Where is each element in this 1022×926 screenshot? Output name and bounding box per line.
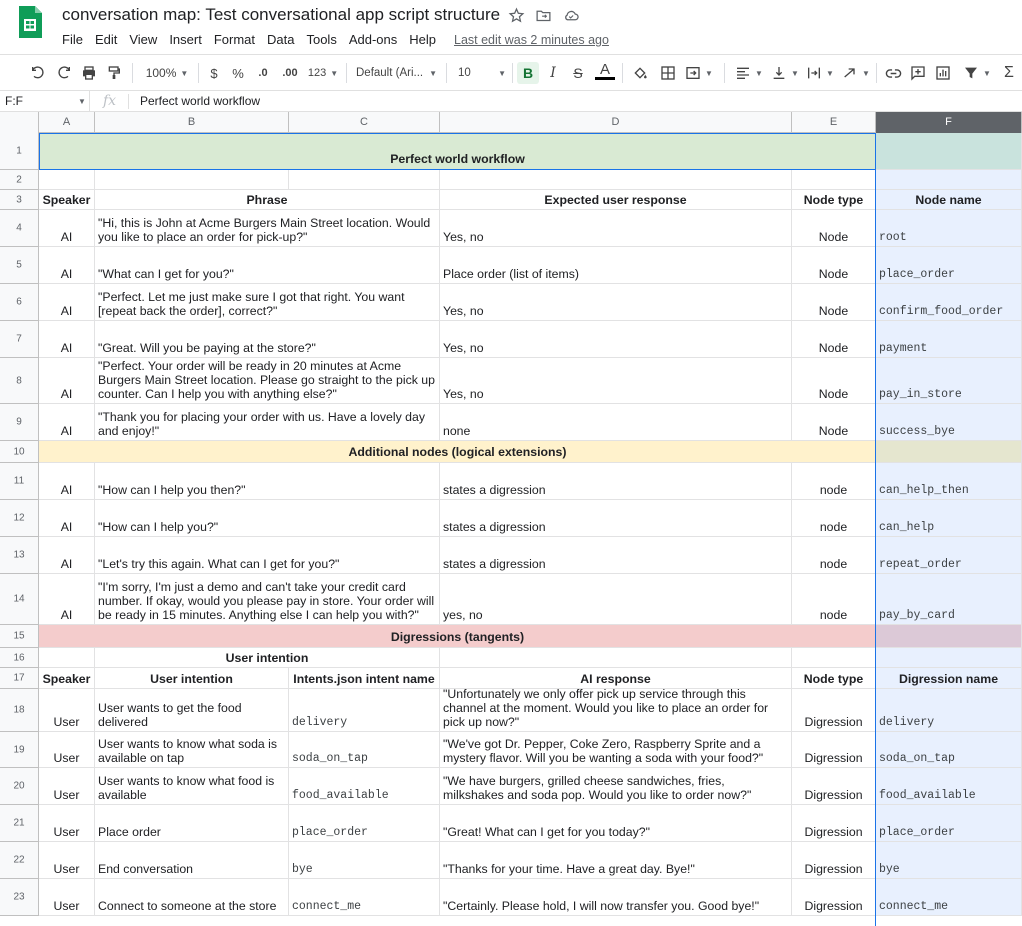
cell-d[interactable]: Yes, no [440, 284, 792, 321]
text-wrapping-icon[interactable] [805, 63, 835, 83]
cell-a[interactable]: AI [39, 537, 95, 574]
functions-icon[interactable]: Σ [1004, 64, 1014, 81]
row-header[interactable] [0, 668, 39, 689]
cell-d[interactable]: "We've got Dr. Pepper, Coke Zero, Raspberry Sprite and a mystery flavor. Will you be wanting a soda with your food?" [440, 732, 792, 768]
cell-e[interactable]: Node [792, 404, 876, 441]
cell-c[interactable]: delivery [289, 689, 440, 732]
toolbar [0, 54, 1022, 90]
row-header[interactable] [0, 404, 39, 441]
row-header[interactable] [0, 879, 39, 916]
table-row [0, 463, 1022, 500]
cell-a[interactable]: Speaker [39, 190, 95, 210]
bold-button[interactable]: B [517, 62, 539, 84]
menu-help[interactable]: Help [409, 32, 436, 47]
cell-e[interactable]: Node type [792, 190, 876, 210]
cell-f[interactable]: place_order [876, 805, 1022, 842]
cell-f[interactable]: pay_by_card [876, 574, 1022, 625]
row-header[interactable] [0, 284, 39, 321]
cell-f[interactable]: repeat_order [876, 537, 1022, 574]
cell-a[interactable]: User [39, 689, 95, 732]
cell-e[interactable]: node [792, 574, 876, 625]
cell-f[interactable]: can_help_then [876, 463, 1022, 500]
fill-color-icon[interactable] [630, 63, 650, 83]
italic-button[interactable]: I [550, 65, 556, 81]
column-header-a[interactable]: A [39, 112, 95, 133]
cell-e[interactable]: Digression [792, 842, 876, 879]
cell-phrase-header[interactable]: Phrase [95, 190, 440, 210]
cell-f[interactable]: connect_me [876, 879, 1022, 916]
cell-d[interactable]: states a digression [440, 500, 792, 537]
cell-e[interactable]: Digression [792, 805, 876, 842]
cell-e[interactable]: Node [792, 321, 876, 358]
table-row [0, 210, 1022, 247]
more-formats-button[interactable] [305, 63, 341, 83]
cloud-status-icon[interactable] [562, 7, 580, 25]
move-to-folder-icon[interactable] [535, 7, 553, 25]
chevron-down-icon: ▼ [983, 68, 991, 78]
cell-d[interactable]: Yes, no [440, 358, 792, 404]
row-number: 19 [13, 744, 25, 755]
row-number: 20 [13, 780, 25, 792]
chevron-down-icon: ▼ [498, 68, 506, 78]
row-header[interactable] [0, 574, 39, 625]
chevron-down-icon: ▼ [862, 68, 870, 78]
row-number: 9 [16, 416, 22, 428]
row-number: 3 [16, 194, 22, 205]
formula-input[interactable]: Perfect world workflow [140, 94, 261, 108]
cell-phrase[interactable]: "How can I help you?" [95, 500, 440, 537]
cell-c[interactable]: connect_me [289, 879, 440, 916]
menu-view[interactable]: View [129, 32, 158, 47]
zoom-value: 100% [145, 66, 177, 80]
cell-a[interactable] [39, 648, 95, 668]
row-number: 1 [16, 145, 22, 157]
cell-a[interactable]: AI [39, 404, 95, 441]
cell-b[interactable]: User wants to know what soda is available on tap [95, 732, 289, 768]
cell-e[interactable]: Node [792, 210, 876, 247]
filter-icon[interactable] [960, 63, 994, 83]
font-size-value: 10 [458, 67, 471, 79]
table-row [0, 247, 1022, 284]
cell-a[interactable]: AI [39, 574, 95, 625]
zoom-select[interactable] [142, 63, 192, 83]
row-header[interactable] [0, 732, 39, 768]
menu-tools[interactable]: Tools [306, 32, 337, 47]
table-row [0, 404, 1022, 441]
star-icon[interactable] [508, 7, 526, 25]
cell-e[interactable]: Node [792, 358, 876, 404]
row-header[interactable] [0, 842, 39, 879]
cell-d[interactable]: states a digression [440, 537, 792, 574]
spreadsheet-grid[interactable] [0, 112, 1022, 926]
paint-format-icon[interactable] [104, 63, 124, 83]
chevron-down-icon: ▼ [180, 68, 189, 78]
row-number: 23 [13, 891, 25, 903]
more-formats-label: 123 [307, 67, 327, 79]
table-row [0, 842, 1022, 879]
cell-a[interactable]: AI [39, 247, 95, 284]
table-row [0, 879, 1022, 916]
cell-c[interactable]: food_available [289, 768, 440, 805]
text-color-button[interactable]: A [595, 61, 615, 80]
cell-a[interactable]: User [39, 805, 95, 842]
cell-f[interactable]: delivery [876, 689, 1022, 732]
cell-c[interactable]: bye [289, 842, 440, 879]
cell-f[interactable] [876, 133, 1022, 170]
cell-phrase[interactable]: "Perfect. Your order will be ready in 20 minutes at Acme Burgers Main Street location. Please go straight to the pick up counter. Can I help you with anything else?" [95, 358, 440, 404]
row-number: 10 [13, 446, 25, 457]
cell-a[interactable]: AI [39, 500, 95, 537]
cell-f[interactable]: soda_on_tap [876, 732, 1022, 768]
row-header[interactable] [0, 648, 39, 668]
cell-c[interactable]: Intents.json intent name [289, 668, 440, 689]
table-row [0, 321, 1022, 358]
table-row [0, 574, 1022, 625]
table-row [0, 358, 1022, 404]
cell-e[interactable]: node [792, 463, 876, 500]
table-row [0, 537, 1022, 574]
chevron-down-icon: ▼ [330, 68, 339, 78]
formula-bar [0, 90, 1022, 112]
cell-f[interactable]: Node name [876, 190, 1022, 210]
row-number: 17 [13, 672, 25, 684]
currency-format-button[interactable]: $ [210, 65, 218, 81]
row-number: 16 [13, 652, 25, 663]
table-row [0, 284, 1022, 321]
cell-f[interactable]: payment [876, 321, 1022, 358]
font-family-select[interactable] [356, 63, 440, 83]
table-row [0, 668, 1022, 689]
cell-f[interactable]: Digression name [876, 668, 1022, 689]
cell-b[interactable]: User wants to get the food delivered [95, 689, 289, 732]
row-number: 13 [13, 549, 25, 561]
cell-b[interactable] [95, 170, 289, 190]
cell-d[interactable]: AI response [440, 668, 792, 689]
cell-f[interactable] [876, 648, 1022, 668]
row-header[interactable] [0, 210, 39, 247]
table-row [0, 190, 1022, 210]
increase-decimal-button[interactable]: .00 [282, 67, 298, 79]
row-number: 8 [16, 375, 22, 386]
cell-phrase[interactable]: "Thank you for placing your order with us. Have a lovely day and enjoy!" [95, 404, 440, 441]
cell-c[interactable] [289, 170, 440, 190]
cell-a[interactable]: AI [39, 210, 95, 247]
cell-d[interactable]: "Unfortunately we only offer pick up service through this channel at the moment. Would you like to place an order for pick up now?" [440, 689, 792, 732]
cell-d[interactable]: "We have burgers, grilled cheese sandwiches, fries, milkshakes and soda pop. Would you like to order now?" [440, 768, 792, 805]
section-title-digressions[interactable]: Digressions (tangents) [39, 625, 876, 648]
cell-e[interactable] [792, 648, 876, 668]
cell-phrase[interactable]: "Let's try this again. What can I get for you?" [95, 537, 440, 574]
cell-phrase[interactable]: "What can I get for you?" [95, 247, 440, 284]
cell-a[interactable]: AI [39, 284, 95, 321]
strikethrough-button[interactable]: S [573, 65, 583, 81]
percent-format-button[interactable]: % [232, 65, 244, 81]
cell-a[interactable]: AI [39, 463, 95, 500]
cell-d[interactable]: Expected user response [440, 190, 792, 210]
cell-a[interactable]: User [39, 732, 95, 768]
last-edit-link[interactable]: Last edit was 2 minutes ago [454, 33, 609, 47]
cell-b[interactable]: Place order [95, 805, 289, 842]
merge-cells-icon[interactable] [684, 63, 714, 83]
chevron-down-icon[interactable]: ▼ [78, 97, 86, 106]
cell-d[interactable]: "Great! What can I get for you today?" [440, 805, 792, 842]
cell-e[interactable]: Digression [792, 768, 876, 805]
cell-e[interactable]: node [792, 537, 876, 574]
cell-f[interactable] [876, 441, 1022, 463]
vertical-align-icon[interactable] [770, 63, 800, 83]
cell-phrase[interactable]: "Hi, this is John at Acme Burgers Main Street location. Would you like to place an order for pick-up?" [95, 210, 440, 247]
table-row [0, 805, 1022, 842]
cell-f[interactable] [876, 625, 1022, 648]
section-title-additional-nodes[interactable]: Additional nodes (logical extensions) [39, 441, 876, 463]
column-header-d[interactable]: D [440, 112, 792, 133]
cell-a[interactable]: AI [39, 358, 95, 404]
cell-d[interactable]: Yes, no [440, 210, 792, 247]
column-header-b[interactable]: B [95, 112, 289, 133]
cell-c[interactable]: soda_on_tap [289, 732, 440, 768]
cell-d[interactable]: "Certainly. Please hold, I will now transfer you. Good bye!" [440, 879, 792, 916]
table-row [0, 768, 1022, 805]
cell-e[interactable]: Node [792, 247, 876, 284]
cell-a[interactable]: User [39, 879, 95, 916]
cell-d[interactable]: "Thanks for your time. Have a great day. Bye!" [440, 842, 792, 879]
row-number: 11 [13, 475, 25, 487]
row-header[interactable] [0, 441, 39, 463]
menu-bar [56, 31, 613, 49]
row-number: 5 [16, 259, 22, 271]
sheets-logo-icon[interactable] [17, 4, 43, 40]
row-header[interactable] [0, 463, 39, 500]
document-title[interactable]: conversation map: Test conversational app script structure [62, 5, 501, 24]
cell-f[interactable] [876, 170, 1022, 190]
cell-f[interactable]: bye [876, 842, 1022, 879]
cell-user-intention-group[interactable]: User intention [95, 648, 440, 668]
cell-e[interactable]: node [792, 500, 876, 537]
cell-b[interactable]: User intention [95, 668, 289, 689]
cell-d[interactable]: yes, no [440, 574, 792, 625]
row-number: 15 [13, 630, 25, 642]
undo-icon[interactable] [28, 63, 48, 83]
insert-chart-icon[interactable] [933, 63, 953, 83]
cell-e[interactable]: Digression [792, 732, 876, 768]
row-header[interactable] [0, 358, 39, 404]
table-row [0, 170, 1022, 190]
cell-d[interactable] [440, 170, 792, 190]
row-header[interactable] [0, 689, 39, 732]
cell-e[interactable]: Node [792, 284, 876, 321]
text-rotation-icon[interactable] [841, 63, 871, 83]
row-header[interactable] [0, 247, 39, 284]
name-box[interactable]: F:F [0, 91, 90, 112]
row-header[interactable] [0, 190, 39, 210]
title-bar [0, 0, 1022, 54]
row-header[interactable] [0, 321, 39, 358]
table-row [0, 648, 1022, 668]
column-header-c[interactable]: C [289, 112, 440, 133]
cell-e[interactable]: Digression [792, 689, 876, 732]
cell-a[interactable]: User [39, 768, 95, 805]
insert-link-icon[interactable] [883, 63, 903, 83]
select-all-corner[interactable] [0, 112, 39, 133]
menu-edit[interactable]: Edit [94, 32, 118, 47]
column-headers [0, 112, 1022, 133]
cell-a[interactable]: Speaker [39, 668, 95, 689]
menu-insert[interactable]: Insert [169, 32, 202, 47]
row-number: 2 [16, 174, 22, 185]
row-number: 7 [16, 333, 22, 345]
print-icon[interactable] [79, 63, 99, 83]
table-row [0, 689, 1022, 732]
font-size-select[interactable] [458, 63, 506, 83]
fx-icon: fx [103, 93, 117, 109]
row-number: 21 [13, 817, 25, 829]
row-header[interactable] [0, 625, 39, 648]
cell-phrase[interactable]: "How can I help you then?" [95, 463, 440, 500]
cell-f[interactable]: success_bye [876, 404, 1022, 441]
cell-d[interactable]: Yes, no [440, 321, 792, 358]
cell-e[interactable]: Node type [792, 668, 876, 689]
row-number: 14 [13, 593, 25, 605]
cell-c[interactable]: place_order [289, 805, 440, 842]
chevron-down-icon: ▼ [826, 68, 834, 78]
cell-d[interactable]: states a digression [440, 463, 792, 500]
row-header[interactable] [0, 805, 39, 842]
section-title-perfect-world[interactable]: Perfect world workflow [39, 133, 876, 170]
row-header[interactable] [0, 500, 39, 537]
table-row [0, 732, 1022, 768]
row-number: 12 [13, 512, 25, 524]
redo-icon[interactable] [54, 63, 74, 83]
chevron-down-icon: ▼ [791, 68, 799, 78]
cell-f[interactable]: place_order [876, 247, 1022, 284]
table-row [0, 133, 1022, 170]
borders-icon[interactable] [658, 63, 678, 83]
cell-d[interactable]: none [440, 404, 792, 441]
row-header[interactable] [0, 133, 39, 170]
cell-a[interactable]: AI [39, 321, 95, 358]
cell-e[interactable]: Digression [792, 879, 876, 916]
cell-a[interactable]: User [39, 842, 95, 879]
cell-f[interactable]: pay_in_store [876, 358, 1022, 404]
chevron-down-icon: ▼ [705, 68, 713, 78]
menu-file[interactable]: File [62, 32, 83, 47]
row-header[interactable] [0, 768, 39, 805]
cell-b[interactable]: User wants to know what food is available [95, 768, 289, 805]
cell-phrase[interactable]: "I'm sorry, I'm just a demo and can't take your credit card number. If okay, would you please pay in store. Your order will be ready in 15 minutes. Anything else I can help you with?" [95, 574, 440, 625]
menu-data[interactable]: Data [267, 32, 295, 47]
cell-f[interactable]: can_help [876, 500, 1022, 537]
decrease-decimal-button[interactable]: .0 [258, 67, 268, 79]
cell-b[interactable]: Connect to someone at the store [95, 879, 289, 916]
cell-a[interactable] [39, 170, 95, 190]
cell-d[interactable]: Place order (list of items) [440, 247, 792, 284]
row-number: 4 [16, 222, 22, 234]
column-header-f[interactable]: F [876, 112, 1022, 133]
column-header-e[interactable]: E [792, 112, 876, 133]
cell-d[interactable] [440, 648, 792, 668]
horizontal-align-icon[interactable] [734, 63, 764, 83]
insert-comment-icon[interactable] [908, 63, 928, 83]
row-header[interactable] [0, 170, 39, 190]
menu-format[interactable]: Format [213, 32, 255, 47]
cell-f[interactable]: root [876, 210, 1022, 247]
table-row [0, 625, 1022, 648]
table-row [0, 500, 1022, 537]
row-header[interactable] [0, 537, 39, 574]
cell-e[interactable] [792, 170, 876, 190]
cell-f[interactable]: confirm_food_order [876, 284, 1022, 321]
row-number: 22 [13, 854, 25, 866]
cell-b[interactable]: End conversation [95, 842, 289, 879]
row-number: 6 [16, 296, 22, 308]
row-number: 18 [13, 704, 25, 716]
cell-phrase[interactable]: "Perfect. Let me just make sure I got that right. You want [repeat back the order], correct?" [95, 284, 440, 321]
menu-add-ons[interactable]: Add-ons [348, 32, 398, 47]
table-row [0, 441, 1022, 463]
chevron-down-icon: ▼ [429, 68, 438, 78]
chevron-down-icon: ▼ [755, 68, 763, 78]
cell-phrase[interactable]: "Great. Will you be paying at the store?" [95, 321, 440, 358]
font-family-value: Default (Ari... [356, 67, 424, 79]
cell-f[interactable]: food_available [876, 768, 1022, 805]
